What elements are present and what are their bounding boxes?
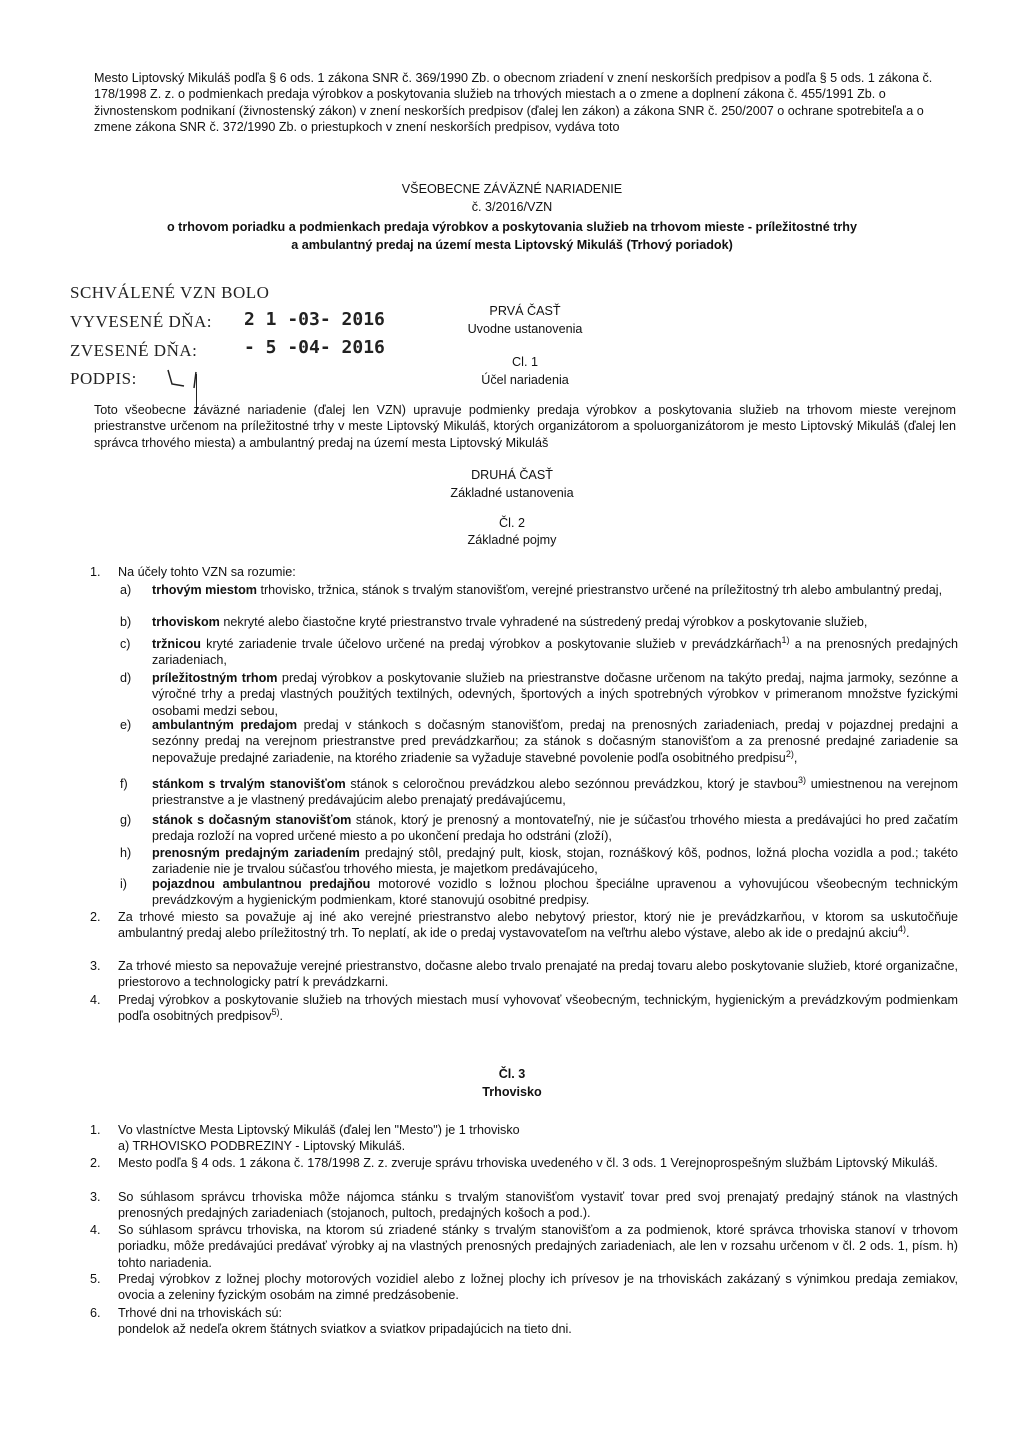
preamble: Mesto Liptovský Mikuláš podľa § 6 ods. 1 zákona SNR č. 369/1990 Zb. o obecnom zriadení v znení neskorších predpisov a podľa § 5 ods. 1 zákona č. 178/1998 Z. z. o podmienkach predaja výrobkov a poskytovania služieb na trhových miestach a o zmene a doplnení zákona č. 455/1991 Zb. o živnostenskom podnikaní (živnostenský zákon) v znení neskorších predpisov (ďalej len zákon) a zákona SNR č. 250/2007 o ochrane spotrebiteľa a o zmene zákona SNR č. 372/1990 Zb. o priestupkoch v znení neskorších predpisov, vydáva toto: [94, 71, 933, 134]
stamp-posted-date: 2 1 -03- 2016: [244, 309, 385, 330]
article3-item6-sub: pondelok až nedeľa okrem štátnych sviatkov a sviatkov pripadajúcich na tieto dni.: [118, 1322, 572, 1336]
part2-subheading: Základné ustanovenia: [450, 486, 574, 500]
article1-number: Cl. 1: [512, 355, 538, 369]
article2-title: Základné pojmy: [467, 533, 557, 547]
list-number: 1.: [90, 1123, 101, 1137]
document-subject-line1: o trhovom poriadku a podmienkach predaja výrobkov a poskytovania služieb na trhovom mieste - príležitostné trhy: [166, 220, 858, 234]
stamp-signature-label: PODPIS:: [70, 369, 137, 388]
list-number: 6.: [90, 1306, 101, 1320]
signature-mark: [160, 366, 220, 390]
list-number: 3.: [90, 959, 101, 973]
article3-item4: So súhlasom správcu trhoviska, na ktorom sú zriadené stánky s trvalým stanovišťom a za podmienok, ktoré správca trhoviska stanoví v trhovom poriadku, môže predávajúci predávať výrobky aj na vlastných prenosných predajných zariadeniach, ale len v rozsahu určenom v čl. 2 ods. 1, písm. h) tohto nariadenia.: [118, 1223, 958, 1270]
list-number: 1.: [90, 565, 101, 579]
definition-d: príležitostným trhom predaj výrobkov a poskytovanie služieb na priestranstve dočasne určenom na takýto predaj, najma jarmoky, sezónne a výročné trhy a predaj vlastných použitých textilných, odevných, športových a iných spotrebných výrobkov v primeranom množstve fyzickými osobami medzi sebou,: [152, 671, 958, 718]
definition-a: trhovým miestom trhovisko, tržnica, stánok s trvalým stanovišťom, verejné priestranstvo určené na príležitostný trh alebo ambulantný predaj,: [152, 583, 943, 597]
definition-e: ambulantným predajom predaj v stánkoch s dočasným stanovišťom, predaj na prenosných zariadeniach, predaj v pojazdnej predajni a sezónny predaj na verejnom priestranstve pred prevádzkarňou; za stánok s dočasným stanovišťom a za prenosné predajné zariadenie sa nepovažuje predajné zariadenie, na ktorého zriadenie sa vyžaduje stavebné povolenie podľa osobitného predpisu$^{2)}$,: [152, 718, 958, 765]
definition-c: tržnicou kryté zariadenie trvale účelovo určené na predaj výrobkov a poskytovanie služieb v prevádzkárňach$^{1)}$ a na prenosných predajných zariadeniach,: [152, 634, 958, 668]
stamp-removed-date: - 5 -04- 2016: [244, 337, 385, 358]
sub-item-letter: e): [120, 718, 132, 732]
sub-item-letter: f): [120, 777, 128, 791]
article2-paragraph2: Za trhové miesto sa považuje aj iné ako verejné priestranstvo alebo nebytový priestor, ktorý nie je prevádzkarňou, v ktorom sa uskutočňuje ambulantný predaj alebo príležitostný trh. To neplatí, ak ide o predaj vystavovateľom na veľtrhu alebo výstave, alebo ak ide o predajnú akciu$^{4)}$.: [118, 910, 958, 941]
article3-item1: Vo vlastníctve Mesta Liptovský Mikuláš (ďalej len "Mesto") je 1 trhovisko: [118, 1123, 520, 1137]
list-number: 5.: [90, 1272, 101, 1286]
definition-i: pojazdnou ambulantnou predajňou motorové vozidlo s ložnou plochou špeciálne upravenou a vyhovujúcou všeobecným technickým prevádzkovým a hygienickým podmienkam, ktoré stanovujú osobitné predpisy.: [152, 877, 958, 908]
article2-paragraph4: Predaj výrobkov a poskytovanie služieb na trhových miestach musí vyhovovať všeobecným, technickým, hygienickým a prevádzkovým podmienkam podľa osobitných predpisov$^{5)}$.: [118, 993, 958, 1024]
list-number: 4.: [90, 993, 101, 1007]
article2-paragraph3: Za trhové miesto sa nepovažuje verejné priestranstvo, dočasne alebo trvalo prenajaté na predaj tovaru alebo poskytovanie služieb, ktoré organizačne, priestorovo a technologicky patrí k prevádzkarni.: [118, 959, 958, 990]
definition-h: prenosným predajným zariadením predajný stôl, predajný pult, kiosk, stojan, roznáškový kôš, podnos, ložná plocha vozidla a pod.; takéto zariadenie nie je trvalou súčasťou trhového miesta, je majetkom predávajúceho,: [152, 846, 958, 877]
list-number: 2.: [90, 910, 101, 924]
sub-item-letter: i): [120, 877, 127, 891]
document-subject-line2: a ambulantný predaj na území mesta Liptovský Mikuláš (Trhový poriadok): [291, 238, 733, 252]
stamp-approved: SCHVÁLENÉ VZN BOLO: [70, 283, 270, 302]
sub-item-letter: g): [120, 813, 132, 827]
part1-subheading: Uvodne ustanovenia: [467, 322, 583, 336]
sub-item-letter: d): [120, 671, 132, 685]
document-title: VŠEOBECNE ZÁVÄZNÉ NARIADENIE: [401, 182, 623, 196]
article3-title: Trhovisko: [482, 1085, 542, 1099]
definition-b: trhoviskom nekryté alebo čiastočne kryté priestranstvo trvale vyhradené na sústredený predaj výrobkov a poskytovanie služieb,: [152, 615, 868, 629]
sub-item-letter: b): [120, 615, 132, 629]
sub-item-letter: a): [120, 583, 132, 597]
part1-heading: PRVÁ ČASŤ: [489, 304, 561, 318]
article3-item5: Predaj výrobkov z ložnej plochy motorových vozidiel alebo z ložnej plochy ich prívesov je na trhoviskách zakázaný s výnimkou predaja zemiakov, ovocia a zeleniny fyzickým osobám na zimné predzásobenie.: [118, 1272, 958, 1303]
list-number: 3.: [90, 1190, 101, 1204]
article3-item3: So súhlasom správcu trhoviska môže nájomca stánku s trvalým stanovišťom vystaviť tovar pred svoj prenajatý predajný stánok na vlastných prenosných predajných zariadeniach (stojanoch, pultoch, predajných košoch a pod.).: [118, 1190, 958, 1221]
definition-g: stánok s dočasným stanovišťom stánok, ktorý je prenosný a montovateľný, nie je súčasťou trhového miesta a predávajúci ho pred začatím predaja rozloží na vopred určené miesto a po ukončení predaja ho odstráni (zloží),: [152, 813, 959, 844]
stamp-removed-label: ZVESENÉ DŇA:: [70, 341, 198, 360]
article3-item2: Mesto podľa § 4 ods. 1 zákona č. 178/1998 Z. z. zveruje správu trhoviska uvedeného v čl. 3 ods. 1 Verejnoprospešným službám Liptovský Mikuláš.: [118, 1156, 938, 1170]
list-number: 4.: [90, 1223, 101, 1237]
article3-item6: Trhové dni na trhoviskách sú:: [118, 1306, 283, 1320]
document-number: č. 3/2016/VZN: [471, 200, 553, 214]
list-item-text: Na účely tohto VZN sa rozumie:: [118, 565, 296, 579]
sub-item-letter: c): [120, 637, 131, 651]
sub-item-letter: h): [120, 846, 132, 860]
definition-f: stánkom s trvalým stanovišťom stánok s celoročnou prevádzkou alebo sezónnou prevádzkou, ktorý je stavbou$^{3)}$ umiestnenou na verejnom priestranstve a je vlastnený predávajúcim alebo prenajatý predávajúcemu,: [152, 774, 958, 808]
part2-heading: DRUHÁ ČASŤ: [471, 468, 553, 482]
list-number: 2.: [90, 1156, 101, 1170]
article1-title: Účel nariadenia: [481, 373, 569, 387]
article1-paragraph: Toto všeobecne záväzné nariadenie (ďalej len VZN) upravuje podmienky predaja výrobkov a poskytovania služieb na trhovom mieste verejnom priestranstve určenom na príležitostné trhy v meste Liptovský Mikuláš, ktorých organizátorom a spoluorganizátorom je mesto Liptovský Mikuláš (ďalej len správca trhového miesta) a ambulantný predaj na území mesta Liptovský Mikuláš: [94, 403, 956, 450]
article2-number: Čl. 2: [499, 516, 525, 530]
stamp-posted-label: VYVESENÉ DŇA:: [70, 312, 213, 331]
article3-number: Čl. 3: [498, 1067, 526, 1081]
article3-item1-sub: a) TRHOVISKO PODBREZINY - Liptovský Mikuláš.: [118, 1139, 406, 1153]
